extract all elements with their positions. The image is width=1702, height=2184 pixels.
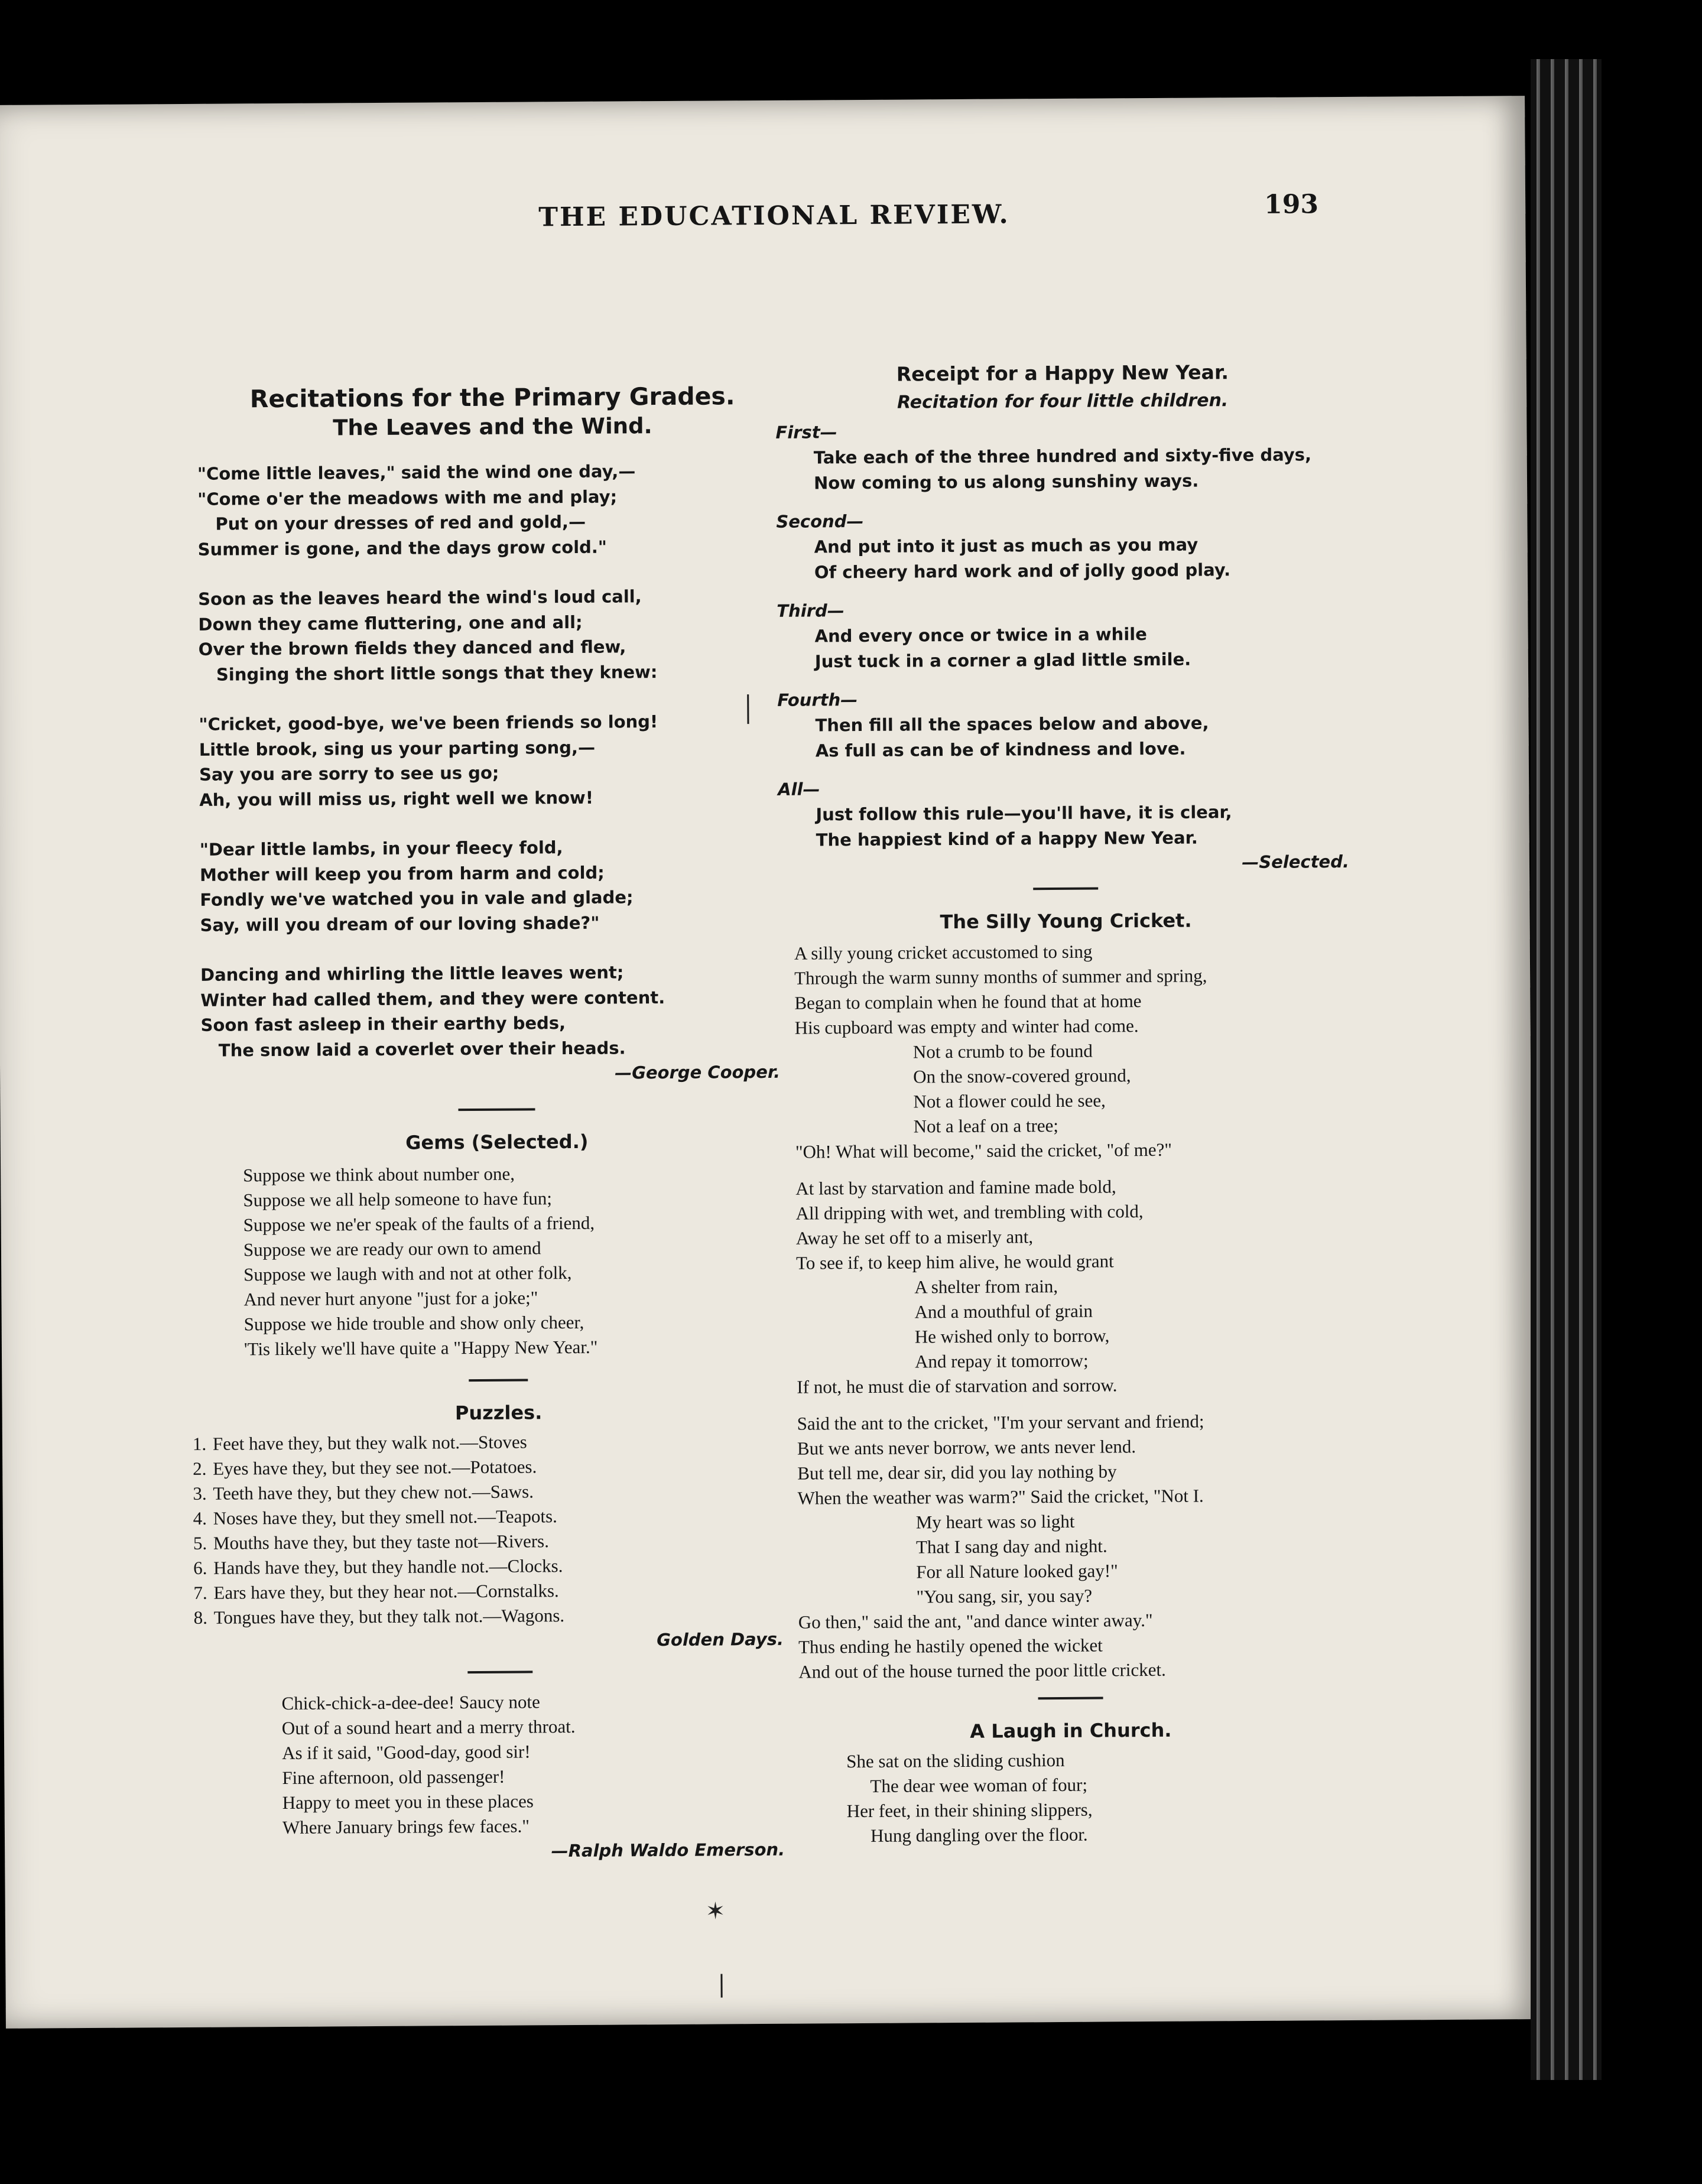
poem-line: Chick-chick-a-dee-dee! Saucy note	[281, 1691, 540, 1714]
puzzle-text: Teeth have they, but they chew not.—Saws.	[213, 1481, 534, 1504]
puzzle-number: 4.	[193, 1507, 207, 1529]
poem-line: Through the warm sunny months of summer and spring,	[794, 965, 1207, 989]
poem-line: Dancing and whirling the little leaves went;	[200, 962, 624, 985]
receipt-part	[776, 505, 1347, 585]
paper-sheet	[0, 96, 1537, 2029]
poem-line: Not a leaf on a tree;	[913, 1114, 1059, 1137]
poem-line: And repay it tomorrow;	[914, 1350, 1089, 1372]
poem-line: Say, will you dream of our loving shade?"	[200, 912, 600, 935]
poem-line: Put on your dresses of red and gold,—	[215, 511, 586, 534]
poem-line: A silly young cricket accustomed to sing	[794, 941, 1093, 964]
poem-line: Down they came fluttering, one and all;	[198, 612, 583, 635]
poem-line: Thus ending he hastily opened the wicket	[798, 1634, 1103, 1658]
puzzle-number: 8.	[193, 1607, 208, 1628]
divider	[1038, 1697, 1103, 1700]
poem-line: Just follow this rule—you'll have, it is clear,	[816, 802, 1232, 825]
poem-line: When the weather was warm?" Said the cricket, "Not I.	[797, 1485, 1204, 1509]
poem-line: Suppose we laugh with and not at other folk,	[243, 1262, 572, 1285]
poem-line: And a mouthful of grain	[914, 1300, 1093, 1322]
stanza	[200, 834, 791, 938]
poem-line: And every once or twice in a while	[814, 624, 1147, 646]
receipt-part	[777, 684, 1349, 763]
poem-line: Go then," said the ant, "and dance winter away."	[798, 1610, 1153, 1633]
poem-line: Her feet, in their shining slippers,	[846, 1799, 1093, 1822]
stanza	[198, 583, 790, 687]
puzzle-text: Tongues have they, but they talk not.—Wagons.	[213, 1605, 565, 1628]
puzzle-text: Ears have they, but they hear not.—Cornstalks.	[213, 1580, 559, 1603]
poem-line: Happy to meet you in these places	[282, 1790, 534, 1814]
laugh-title: A Laugh in Church.	[970, 1718, 1172, 1743]
puzzle-number: 6.	[193, 1557, 207, 1578]
column-mark	[720, 1974, 722, 1997]
left-column	[192, 381, 797, 1866]
poem-line: For all Nature looked gay!"	[916, 1560, 1118, 1582]
poem-line: 'Tis likely we'll have quite a "Happy New Year."	[243, 1336, 598, 1360]
poem-line: Out of a sound heart and a merry throat.	[281, 1715, 576, 1739]
poem-line: The snow laid a coverlet over their heads.	[218, 1037, 626, 1061]
poem-line: But we ants never borrow, we ants never lend.	[797, 1436, 1136, 1459]
poem-line: Where January brings few faces."	[282, 1815, 530, 1838]
divider	[1033, 888, 1098, 890]
leaves-poem-title: The Leaves and the Wind.	[333, 413, 652, 441]
receipt-part	[775, 416, 1347, 496]
stanza	[199, 708, 790, 812]
cricket-title: The Silly Young Cricket.	[940, 909, 1192, 934]
divider	[469, 1379, 528, 1382]
poem-line: A shelter from rain,	[914, 1275, 1058, 1298]
poem-line: Mother will keep you from harm and cold;	[199, 862, 605, 885]
gems-title: Gems (Selected.)	[405, 1130, 589, 1154]
poem-line: Hung dangling over the floor.	[870, 1824, 1088, 1846]
puzzle-item	[193, 1428, 794, 1457]
poem-line: And put into it just as much as you may	[814, 534, 1198, 557]
poem-line: Of cheery hard work and of jolly good play.	[814, 559, 1231, 582]
puzzles-list	[193, 1428, 795, 1630]
poem-line: Summer is gone, and the days grow cold."	[197, 537, 608, 560]
receipt-part	[778, 773, 1349, 853]
page-header	[0, 189, 1526, 253]
puzzle-text: Mouths have they, but they taste not—Rivers.	[213, 1530, 550, 1554]
poem-line: Not a flower could he see,	[913, 1090, 1106, 1112]
divider	[458, 1108, 535, 1111]
poem-line: "Come o'er the meadows with me and play;	[197, 486, 618, 509]
poem-line: Singing the short little songs that they knew:	[216, 661, 658, 685]
receipt-title: Receipt for a Happy New Year.	[896, 360, 1229, 386]
poem-line: And out of the house turned the poor little cricket.	[798, 1659, 1166, 1682]
poem-line: Suppose we are ready our own to amend	[243, 1237, 541, 1260]
poem-line: The happiest kind of a happy New Year.	[816, 827, 1198, 850]
receipt-subtitle: Recitation for four little children.	[897, 390, 1229, 413]
poem-line: That I sang day and night.	[915, 1535, 1107, 1558]
puzzle-item	[194, 1602, 795, 1630]
poem-line: And never hurt anyone "just for a joke;"	[243, 1287, 538, 1310]
receipt-attribution: —Selected.	[1242, 851, 1350, 873]
poem-line: Ah, you will miss us, right well we know!	[199, 787, 594, 810]
poem-line: Little brook, sing us your parting song,—	[199, 737, 596, 760]
divider	[467, 1670, 532, 1673]
poem-line: "Cricket, good-bye, we've been friends so long!	[199, 711, 658, 734]
page-number: 193	[1263, 189, 1319, 220]
poem-line: "You sang, sir, you say?	[916, 1585, 1093, 1607]
puzzle-number: 1.	[192, 1433, 207, 1454]
puzzle-item	[193, 1453, 794, 1481]
book-edge	[1531, 59, 1602, 2080]
puzzle-number: 2.	[193, 1458, 207, 1479]
poem-line: Fondly we've watched you in vale and glade;	[200, 887, 634, 910]
puzzles-title: Puzzles.	[454, 1401, 543, 1425]
leaves-attribution: —George Cooper.	[615, 1061, 781, 1083]
poem-line: "Oh! What will become," said the cricket, "of me?"	[795, 1139, 1172, 1162]
poem-line: Soon as the leaves heard the wind's loud call,	[198, 586, 642, 609]
poem-line: Not a crumb to be found	[912, 1040, 1093, 1062]
puzzle-number: 3.	[193, 1483, 207, 1504]
poem-line: On the snow-covered ground,	[913, 1065, 1131, 1087]
receipt-part	[777, 594, 1348, 674]
poem-line: Say you are sorry to see us go;	[199, 762, 499, 785]
cricket-poem	[794, 938, 1355, 1685]
puzzle-number: 7.	[193, 1582, 207, 1603]
chickadee-poem	[204, 1688, 797, 1841]
poem-line: Began to complain when he found that at home	[794, 990, 1142, 1013]
poem-line: Suppose we ne'er speak of the faults of a friend,	[243, 1212, 595, 1236]
stanza	[197, 458, 789, 562]
poem-line: Suppose we hide trouble and show only cheer,	[243, 1311, 584, 1335]
poem-line: All dripping with wet, and trembling with cold,	[795, 1201, 1144, 1224]
poem-line: Suppose we think about number one,	[243, 1163, 515, 1186]
ink-blot: ✶	[705, 1897, 726, 1925]
speaker-label: Fourth—	[777, 690, 858, 710]
poem-line: Soon fast asleep in their earthy beds,	[200, 1013, 566, 1035]
speaker-label: First—	[775, 422, 837, 443]
poem-line: She sat on the sliding cushion	[846, 1749, 1065, 1772]
puzzle-item	[193, 1478, 794, 1506]
poem-line: Fine afternoon, old passenger!	[282, 1766, 505, 1789]
chickadee-attribution: —Ralph Waldo Emerson.	[551, 1839, 785, 1861]
poem-line: Now coming to us along sunshiny ways.	[813, 470, 1199, 493]
puzzle-item	[193, 1577, 795, 1606]
puzzle-text: Hands have they, but they handle not.—Clocks.	[213, 1555, 563, 1578]
speaker-label: Third—	[777, 600, 844, 621]
poem-line: Away he set off to a miserly ant,	[795, 1226, 1034, 1249]
poem-line: Over the brown fields they danced and flew,	[198, 636, 626, 659]
poem-line: Just tuck in a corner a glad little smile.	[814, 649, 1191, 671]
puzzle-text: Eyes have they, but they see not.—Potatoes.	[213, 1456, 537, 1479]
laugh-poem	[846, 1746, 1355, 1848]
speaker-label: All—	[778, 779, 820, 800]
poem-line: The dear wee woman of four;	[870, 1774, 1088, 1796]
gems-poem	[202, 1160, 794, 1362]
poem-line: As full as can be of kindness and love.	[815, 738, 1186, 760]
puzzle-item	[193, 1503, 795, 1531]
right-column	[775, 357, 1355, 1849]
receipt-poem	[775, 416, 1349, 853]
puzzle-item	[193, 1528, 795, 1556]
puzzles-source: Golden Days.	[657, 1629, 784, 1650]
poem-line: If not, he must die of starvation and sorrow.	[797, 1374, 1118, 1398]
puzzle-text: Feet have they, but they walk not.—Stoves	[212, 1431, 527, 1454]
stanza	[200, 959, 792, 1063]
poem-line: He wished only to borrow,	[914, 1325, 1110, 1347]
puzzle-text: Noses have they, but they smell not.—Teapots.	[213, 1506, 557, 1529]
poem-line: But tell me, dear sir, did you lay nothing by	[797, 1461, 1117, 1484]
poem-line: Suppose we all help someone to have fun;	[243, 1188, 553, 1211]
poem-line: Then fill all the spaces below and above,	[815, 713, 1209, 736]
poem-line: As if it said, "Good-day, good sir!	[282, 1741, 531, 1764]
poem-line: To see if, to keep him alive, he would grant	[795, 1250, 1114, 1273]
poem-line: "Dear little lambs, in your fleecy fold,	[199, 837, 563, 860]
poem-line: At last by starvation and famine made bold,	[795, 1176, 1116, 1199]
puzzle-number: 5.	[193, 1532, 207, 1554]
poem-line: Said the ant to the cricket, "I'm your servant and friend;	[797, 1410, 1204, 1434]
poem-line: Take each of the three hundred and sixty-five days,	[813, 444, 1312, 468]
speaker-label: Second—	[776, 511, 864, 532]
poem-line: "Come little leaves," said the wind one day,—	[197, 461, 636, 484]
puzzle-item	[193, 1552, 795, 1581]
running-title: THE EDUCATIONAL REVIEW.	[538, 199, 1010, 233]
column-mark	[747, 694, 749, 724]
poem-line: My heart was so light	[915, 1510, 1075, 1533]
poem-line: His cupboard was empty and winter had come.	[794, 1015, 1139, 1038]
poem-line: Winter had called them, and they were content.	[200, 987, 665, 1010]
leaves-poem	[197, 458, 792, 1063]
section-title: Recitations for the Primary Grades.	[249, 382, 735, 414]
